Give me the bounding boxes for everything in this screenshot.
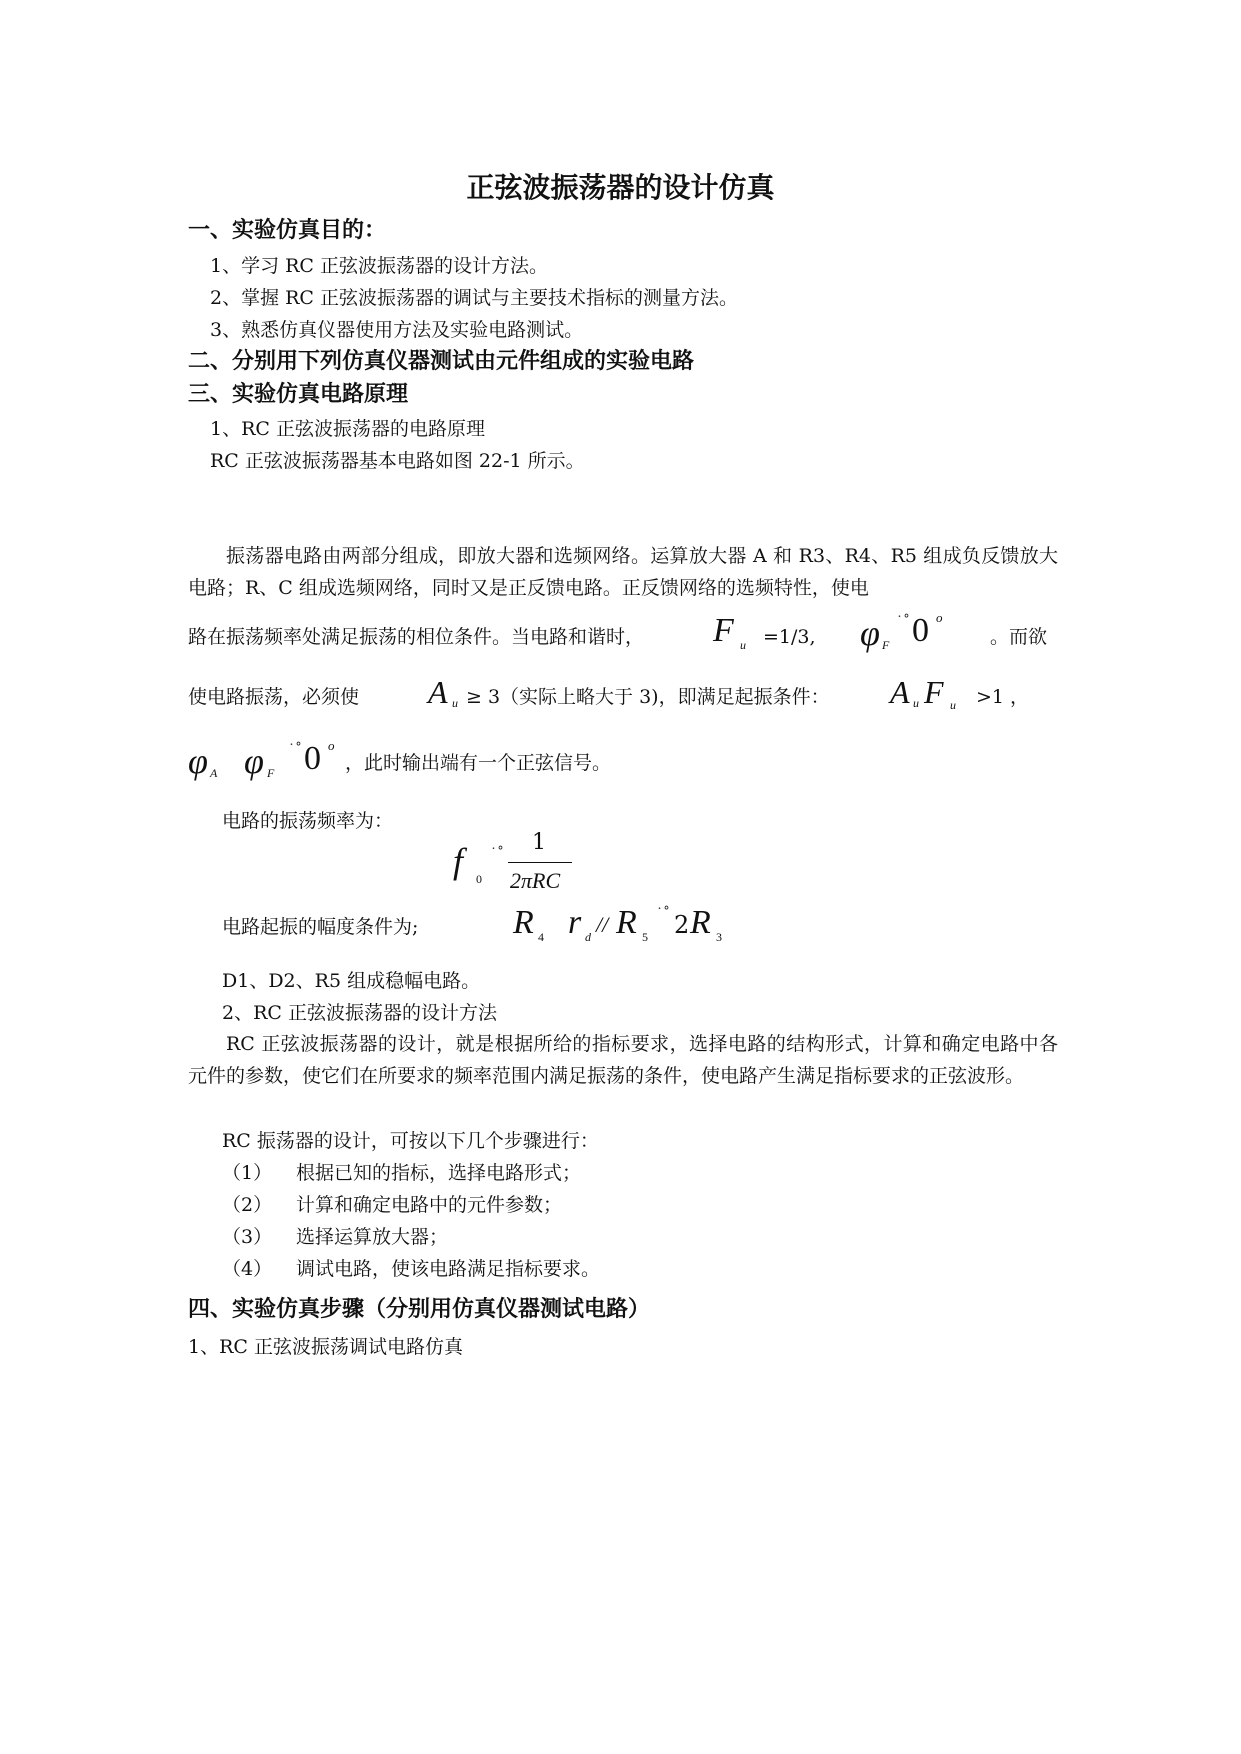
math-symbol: r (568, 904, 582, 941)
list-item: 1、学习 RC 正弦波振荡器的设计方法。 (210, 255, 549, 277)
math-superscript: o (328, 738, 335, 753)
math-text: =1/3, (763, 626, 816, 648)
subsection-heading: 2、RC 正弦波振荡器的设计方法 (222, 1002, 497, 1024)
step-number: （2） (222, 1194, 273, 1216)
math-subscript: A (210, 766, 218, 780)
math-superscript: o (936, 610, 943, 625)
paragraph-line: RC 振荡器的设计，可按以下几个步骤进行： (222, 1130, 599, 1152)
math-symbol: φ (244, 741, 264, 781)
paragraph-line: 电路起振的幅度条件为; (222, 916, 419, 938)
fraction-bar (508, 862, 572, 863)
step-text: 根据已知的指标，选择电路形式； (296, 1162, 582, 1184)
step-number: （4） (222, 1258, 273, 1280)
paragraph: RC 正弦波振荡器基本电路如图 22-1 所示。 (210, 450, 585, 472)
list-item: 2、掌握 RC 正弦波振荡器的调试与主要技术指标的测量方法。 (210, 287, 739, 309)
math-symbol: F (924, 674, 944, 710)
math-subscript: 5 (642, 930, 648, 944)
math-symbol: A (428, 674, 448, 710)
math-symbol: f (453, 841, 464, 881)
math-subscript: 0 (476, 872, 482, 886)
step-number: （1） (222, 1162, 273, 1184)
math-symbol: R (616, 904, 637, 941)
math-symbol: 0 (912, 612, 929, 649)
paragraph-line: ≥ 3（实际上略大于 3)，即满足起振条件： (466, 686, 830, 708)
paragraph-line: 。而欲 (990, 626, 1048, 648)
subsection-heading: 1、RC 正弦波振荡器的电路原理 (210, 418, 485, 440)
math-symbol: φ (860, 613, 880, 653)
math-symbol: R (690, 904, 711, 941)
math-symbol: 0 (304, 740, 321, 777)
math-subscript: 4 (538, 930, 544, 944)
step-number: （3） (222, 1226, 273, 1248)
math-subscript: F (882, 638, 890, 652)
math-symbol: ˙˚ (490, 846, 504, 862)
math-subscript: d (585, 930, 591, 944)
math-symbol: R (513, 904, 534, 941)
paragraph-line: >1 ， (976, 686, 1030, 708)
math-subscript: u (913, 696, 919, 710)
section-heading-1: 一、实验仿真目的： (188, 218, 387, 243)
math-symbol: φ (188, 741, 208, 781)
fraction-denominator: 2πRC (510, 868, 561, 893)
paragraph-line: D1、D2、R5 组成稳幅电路。 (222, 970, 481, 992)
paragraph: 振荡器电路由两部分组成，即放大器和选频网络。运算放大器 A 和 R3、R4、R5 组成负反馈放大电路；R、C 组成选频网络，同时又是正反馈电路。正反馈网络的选频特性，使电 (188, 545, 1058, 599)
paragraph-line: 路在振荡频率处满足振荡的相位条件。当电路和谐时， (188, 626, 645, 648)
math-number: 2 (674, 911, 690, 939)
list-item: 3、熟悉仿真仪器使用方法及实验电路测试。 (210, 319, 584, 341)
math-symbol: A (890, 674, 910, 710)
math-symbol: F (713, 612, 734, 649)
step-text: 计算和确定电路中的元件参数； (296, 1194, 563, 1216)
math-subscript: F (267, 766, 275, 780)
math-symbol: ˙˚ (656, 906, 670, 922)
step-text: 选择运算放大器； (296, 1226, 449, 1248)
paragraph-line: ，此时输出端有一个正弦信号。 (345, 752, 612, 774)
math-subscript: u (740, 638, 746, 652)
math-symbol: ˙˚ (896, 614, 910, 630)
subsection-heading: 1、RC 正弦波振荡调试电路仿真 (188, 1336, 463, 1358)
section-heading-2: 二、分别用下列仿真仪器测试由元件组成的实验电路 (188, 349, 695, 374)
section-heading-4: 四、实验仿真步骤（分别用仿真仪器测试电路） (188, 1297, 651, 1322)
step-text: 调试电路，使该电路满足指标要求。 (296, 1258, 601, 1280)
math-subscript: u (950, 698, 956, 712)
math-subscript: u (452, 696, 458, 710)
paragraph-line: 电路的振荡频率为： (222, 810, 394, 832)
section-heading-3: 三、实验仿真电路原理 (188, 382, 409, 407)
paragraph: RC 正弦波振荡器的设计，就是根据所给的指标要求，选择电路的结构形式，计算和确定电路中各元件的参数，使它们在所要求的频率范围内满足振荡的条件，使电路产生满足指标要求的正弦波形。 (188, 1033, 1058, 1087)
page-title: 正弦波振荡器的设计仿真 (466, 171, 775, 204)
math-operator: // (596, 912, 609, 937)
math-subscript: 3 (716, 930, 722, 944)
math-symbol: ˙˚ (288, 742, 302, 758)
paragraph-line: 使电路振荡，必须使 (188, 686, 360, 708)
fraction-numerator: 1 (532, 830, 546, 855)
